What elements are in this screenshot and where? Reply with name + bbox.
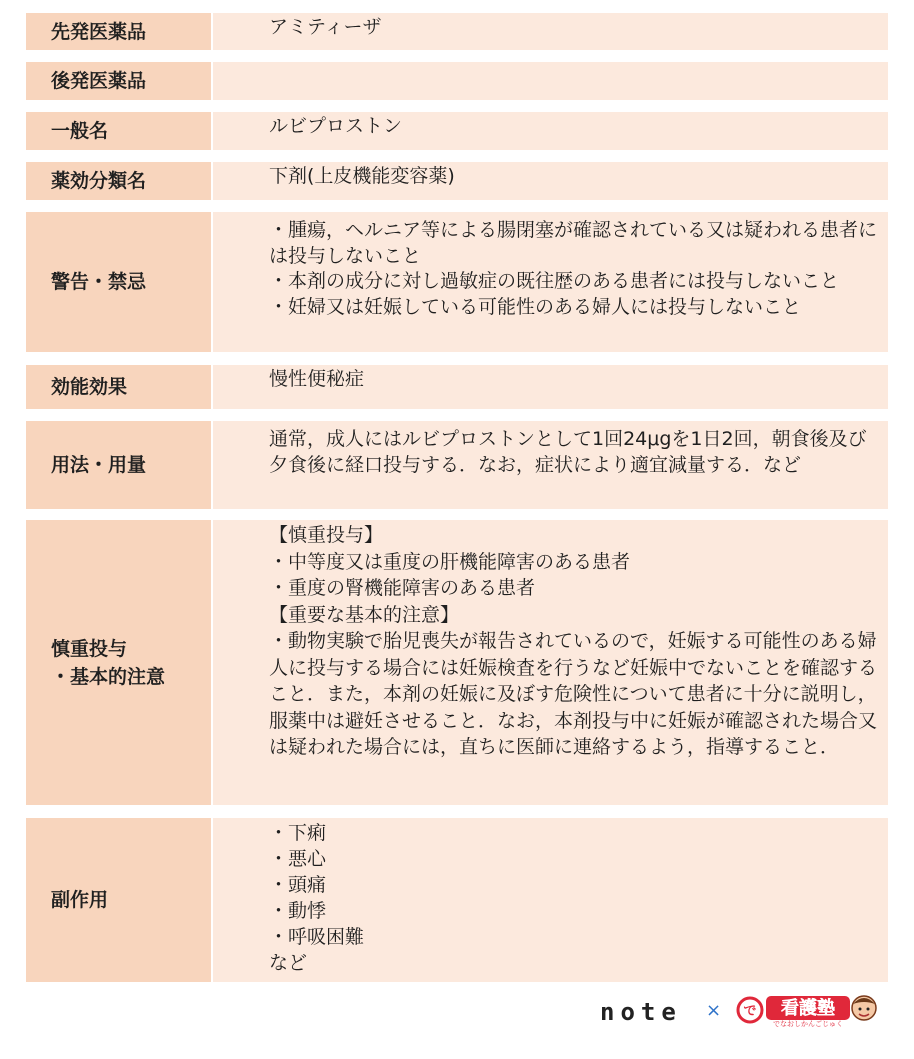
svg-text:看護塾: 看護塾 — [781, 998, 835, 1019]
kangojuku-logo — [736, 992, 880, 1028]
label-original-drug: 先発医薬品 — [26, 13, 211, 50]
times-symbol: × — [706, 1000, 722, 1021]
label-side-effects: 副作用 — [26, 818, 211, 982]
content-side-effects: ・下痢 ・悪心 ・頭痛 ・動悸 ・呼吸困難 など — [213, 818, 888, 982]
content-warnings: ・腫瘍，ヘルニア等による腸閉塞が確認されている又は疑われる患者には投与しないこと ・本剤の成分に対し過敏症の既往歴のある患者には投与しないこと ・妊婦又は妊娠している可能性のある婦人には投与しないこと — [213, 212, 888, 352]
label-indications: 効能効果 — [26, 365, 211, 409]
row-classification — [26, 162, 888, 200]
row-original-drug — [26, 13, 888, 50]
label-classification: 薬効分類名 — [26, 162, 211, 200]
content-classification: 下剤(上皮機能変容薬) — [213, 162, 888, 200]
footer-logos — [600, 990, 890, 1030]
label-precautions: 慎重投与 ・基本的注意 — [26, 520, 211, 805]
label-dosage: 用法・用量 — [26, 421, 211, 509]
row-generic-drug — [26, 62, 888, 100]
svg-text:で: で — [743, 1004, 757, 1019]
content-dosage: 通常，成人にはルビプロストンとして1回24μgを1日2回，朝食後及び夕食後に経口投与する．なお，症状により適宜減量する．など — [213, 421, 888, 509]
content-precautions: 【慎重投与】 ・中等度又は重度の肝機能障害のある患者 ・重度の腎機能障害のある患者 【重要な基本的注意】 ・動物実験で胎児喪失が報告されているので，妊娠する可能性のある婦人に投与する場合には妊娠検査を行うなど妊娠中でないことを確認すること．また，本剤の妊娠に及ぼす危険性について患者に十分に説明し，服薬中は避妊させること．なお，本剤投与中に妊娠が確認された場合又は疑われた場合には，直ちに医師に連絡するよう，指導すること． — [213, 520, 888, 805]
svg-text:でなおしかんごじゅく: でなおしかんごじゅく — [773, 1020, 843, 1028]
row-indications — [26, 365, 888, 409]
row-generic-name — [26, 112, 888, 150]
content-indications: 慢性便秘症 — [213, 365, 888, 409]
label-generic-drug: 後発医薬品 — [26, 62, 211, 100]
label-generic-name: 一般名 — [26, 112, 211, 150]
row-warnings — [26, 212, 888, 352]
label-warnings: 警告・禁忌 — [26, 212, 211, 352]
content-generic-name: ルビプロストン — [213, 112, 888, 150]
note-logo: note — [600, 998, 682, 1026]
row-side-effects — [26, 818, 888, 982]
content-generic-drug — [213, 62, 888, 100]
row-precautions — [26, 520, 888, 805]
content-original-drug: アミティーザ — [213, 13, 888, 50]
row-dosage — [26, 421, 888, 509]
